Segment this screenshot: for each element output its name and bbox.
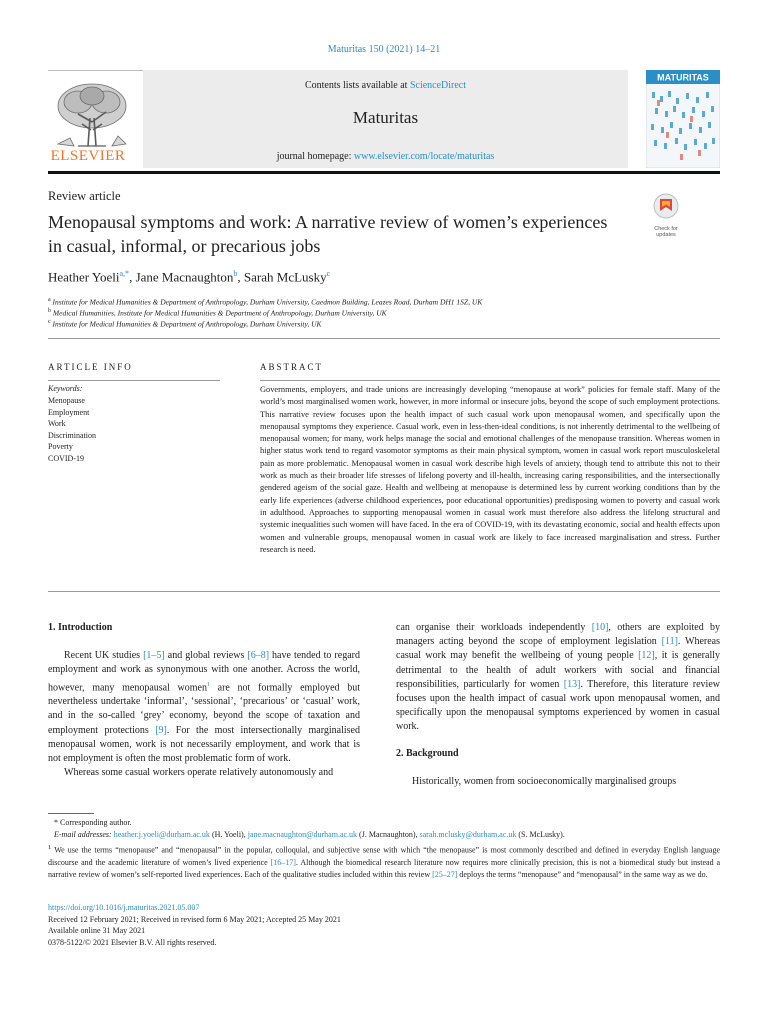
journal-cover-image[interactable] — [646, 70, 720, 168]
email-addresses: E-mail addresses: heather.j.yoeli@durham.ac.uk (H. Yoeli), jane.macnaughton@durham.ac.uk (J. Macnaughton), sarah.mclusky@durham.ac.uk (S. McLusky). — [54, 830, 565, 840]
citation-link[interactable]: [10] — [591, 622, 609, 633]
homepage-link[interactable]: www.elsevier.com/locate/maturitas — [353, 151, 495, 162]
author-list: Heather Yoeli$^{a,*}$, Jane Macnaughton$^b$, Sarah McLusky$^c$ — [48, 269, 331, 285]
intro-paragraph-continued: can organise their workloads independently [10], others are exploited by managers acting beyond the scope of employment legislation [11]. Whereas casual work may benefit the wellbeing of young people [12], it is generally detrimental to the health of adult workers with social and financial responsibilities, particularly for women [13]. Therefore, this literature review focuses upon the health impact of casual work upon menopausal women, and specifically upon the menopausal symptoms experienced by women in casual work. — [396, 622, 721, 733]
keywords-label: Keywords: — [48, 384, 83, 393]
check-updates-icon — [646, 192, 686, 222]
corresponding-author-note: * Corresponding author. — [54, 818, 132, 827]
journal-citation[interactable]: Maturitas 150 (2021) 14–21 — [327, 44, 441, 55]
keyword: Discrimination — [48, 430, 96, 440]
affiliation-mark: a — [48, 297, 51, 303]
author-name[interactable]: Jane Macnaughton — [135, 269, 234, 285]
footnote-link[interactable]: 1 — [206, 681, 210, 688]
homepage-prefix: journal homepage: — [276, 151, 354, 162]
citation-link[interactable]: [13] — [563, 678, 581, 690]
affiliation-mark: b — [48, 308, 51, 314]
abstract-rule — [260, 380, 720, 381]
doi-link[interactable]: https://doi.org/10.1016/j.maturitas.2021.05.007 — [48, 903, 200, 912]
keyword-list — [48, 395, 96, 464]
email-link[interactable]: heather.j.yoeli@durham.ac.uk — [113, 830, 210, 840]
copyright-notice: 0378-5122/© 2021 Elsevier B.V. All rights reserved. — [48, 937, 217, 947]
abstract-text: Governments, employers, and trade unions are increasingly developing “menopause at work” policies for female staff. Many of the world’s most marginalised women work, however, in more informal or insecure jobs, beyond the scope of such employment protections. This narrative review focuses upon the health impact of such casual work upon menopausal women, and specifically upon the menopausal symptoms they experience. Casual work, even in less-then-ideal conditions, is not inherently detrimental to the wellbeing of menopausal women; for many, work helps manage the social and emotional challenges of the menopause transition. Whereas women in higher status work tend to regard vasomotor symptoms as their main physical symptom, women in casual work report musculoskeletal pain as more problematic. Menopausal women in casual work describe high levels of anxiety, though tend to attribute this not to their work as much as their broader life stresses of lifelong poverty and ill-health, increasing caring responsibilities, and the intersectionally gendered ageism of the social gaze. Health and wellbeing at menopause is determined less by current working conditions than by the early life experiences (adverse childhood experiences, poor educational opportunities) predisposing women to poverty and casual work in adulthood. Approaches to supporting menopausal women in casual work must therefore also address the lifelong structural and systemic inequalities such women will have faced. In the era of COVID-19, with its devastating economic, social and health effects upon women and vulnerable groups, menopausal women in casual work are likely to face increased marginalisation and stress. Further research is need. — [260, 385, 720, 554]
citation-link[interactable]: [1–5] — [143, 650, 165, 662]
contents-availability — [143, 80, 628, 91]
background-heading: 2. Background — [396, 747, 459, 759]
affiliation-text: Medical Humanities, Institute for Medical Humanities & Department of Anthropology, Durham University, UK — [52, 308, 387, 318]
affiliation-text: Institute for Medical Humanities & Department of Anthropology, Durham University, Caedmon Building, Leazes Road, Durham DH1 1SZ, UK — [52, 297, 483, 307]
footnote-mark: 1 — [48, 843, 52, 851]
keyword: COVID-19 — [48, 453, 84, 463]
citation-link[interactable]: [6–8] — [247, 650, 270, 662]
email-link[interactable]: jane.macnaughton@durham.ac.uk — [247, 830, 358, 840]
affiliation-a — [48, 297, 482, 307]
citation-link[interactable]: [25–27] — [432, 869, 458, 879]
available-online-date: Available online 31 May 2021 — [48, 926, 146, 935]
email-label: E-mail addresses: — [54, 830, 112, 840]
affiliation-text: Institute for Medical Humanities & Department of Anthropology, Durham University, UK — [52, 319, 322, 329]
section-divider — [48, 338, 720, 339]
article-title: Menopausal symptoms and work: A narrative review of women’s experiences in casual, informal, or precarious jobs — [48, 212, 608, 256]
author-affiliation-mark[interactable]: a,* — [119, 269, 130, 278]
footnotes — [48, 817, 720, 881]
background-paragraph-1: Historically, women from socioeconomically marginalised groups — [412, 775, 677, 787]
article-type: Review article — [48, 189, 121, 203]
footnote-1: $^1$ We use the terms “menopause” and “menopausal” in the popular, colloquial, and subjective sense with which “the menopause” is most commonly described and defined in everyday English language discourse and the academic literature of women’s lived experience [16–17]. Although the biomedical research literature now requires more clinically precision, this is not a biomedical study but instead a narrative review of women’s self-reported lived experiences. Each of the qualitative studies included within this review [25–27] deploys the terms “menopause” and “menopausal” in the same way as we do. — [48, 843, 720, 879]
email-link[interactable]: sarah.mclusky@durham.ac.uk — [419, 830, 517, 840]
abstract-bottom-rule — [48, 591, 720, 592]
journal-homepage — [143, 151, 628, 162]
abstract-heading: ABSTRACT — [260, 362, 324, 372]
article-info-rule — [48, 380, 220, 381]
citation-link[interactable]: [12] — [638, 650, 655, 662]
author-name[interactable]: Heather Yoeli — [48, 269, 120, 285]
keyword: Menopause — [48, 396, 85, 405]
header-bottom-rule — [48, 171, 720, 174]
author-name[interactable]: Sarah McLusky — [243, 269, 327, 285]
body-column-right — [396, 621, 720, 789]
keyword: Employment — [48, 407, 90, 417]
journal-name: Maturitas — [352, 108, 419, 127]
affiliation-c — [48, 319, 322, 329]
affiliation-b — [48, 308, 387, 318]
received-dates: Received 12 February 2021; Received in revised form 6 May 2021; Accepted 25 May 2021 — [48, 914, 341, 924]
keyword: Poverty — [48, 442, 73, 451]
publication-info — [48, 902, 341, 948]
check-for-updates-button[interactable] — [646, 192, 686, 238]
cover-title: MATURITAS — [657, 72, 709, 83]
affiliation-mark: c — [48, 319, 51, 325]
citation-link[interactable]: [16–17] — [270, 857, 296, 867]
introduction-heading: 1. Introduction — [48, 622, 113, 633]
check-updates-label: Check for updates — [654, 226, 678, 238]
elsevier-wordmark: ELSEVIER — [50, 148, 126, 164]
contents-prefix: Contents lists available at — [304, 80, 410, 91]
intro-paragraph-1: Recent UK studies [1–5] and global reviews [6–8] have tended to regard employment and work as synonymous with one another. Across the world, however, many menopausal women$^1$ are not formally employed but nevertheless undertake ‘informal’, ‘sessional’, ‘precarious’ or ‘casual’ work, and in the so-called ‘grey’ economy, beyond the scope of taxation and employment protections [9]. For the most intersectionally marginalised menopausal women, work is not necessarily employment, and work that is not employment is often the most problematic form of work. — [48, 650, 360, 764]
citation-link[interactable]: [11] — [661, 636, 678, 648]
body-column-left — [48, 621, 360, 780]
footnote-rule — [48, 813, 94, 814]
author-affiliation-mark[interactable]: b — [233, 269, 238, 278]
article-info-heading: ARTICLE INFO — [48, 362, 133, 372]
keyword: Work — [48, 419, 66, 428]
sciencedirect-link[interactable]: ScienceDirect — [409, 80, 467, 91]
citation-link[interactable]: [9] — [155, 724, 167, 736]
author-affiliation-mark[interactable]: c — [326, 269, 331, 278]
intro-paragraph-2: Whereas some casual workers operate relatively autonomously and — [64, 767, 334, 779]
